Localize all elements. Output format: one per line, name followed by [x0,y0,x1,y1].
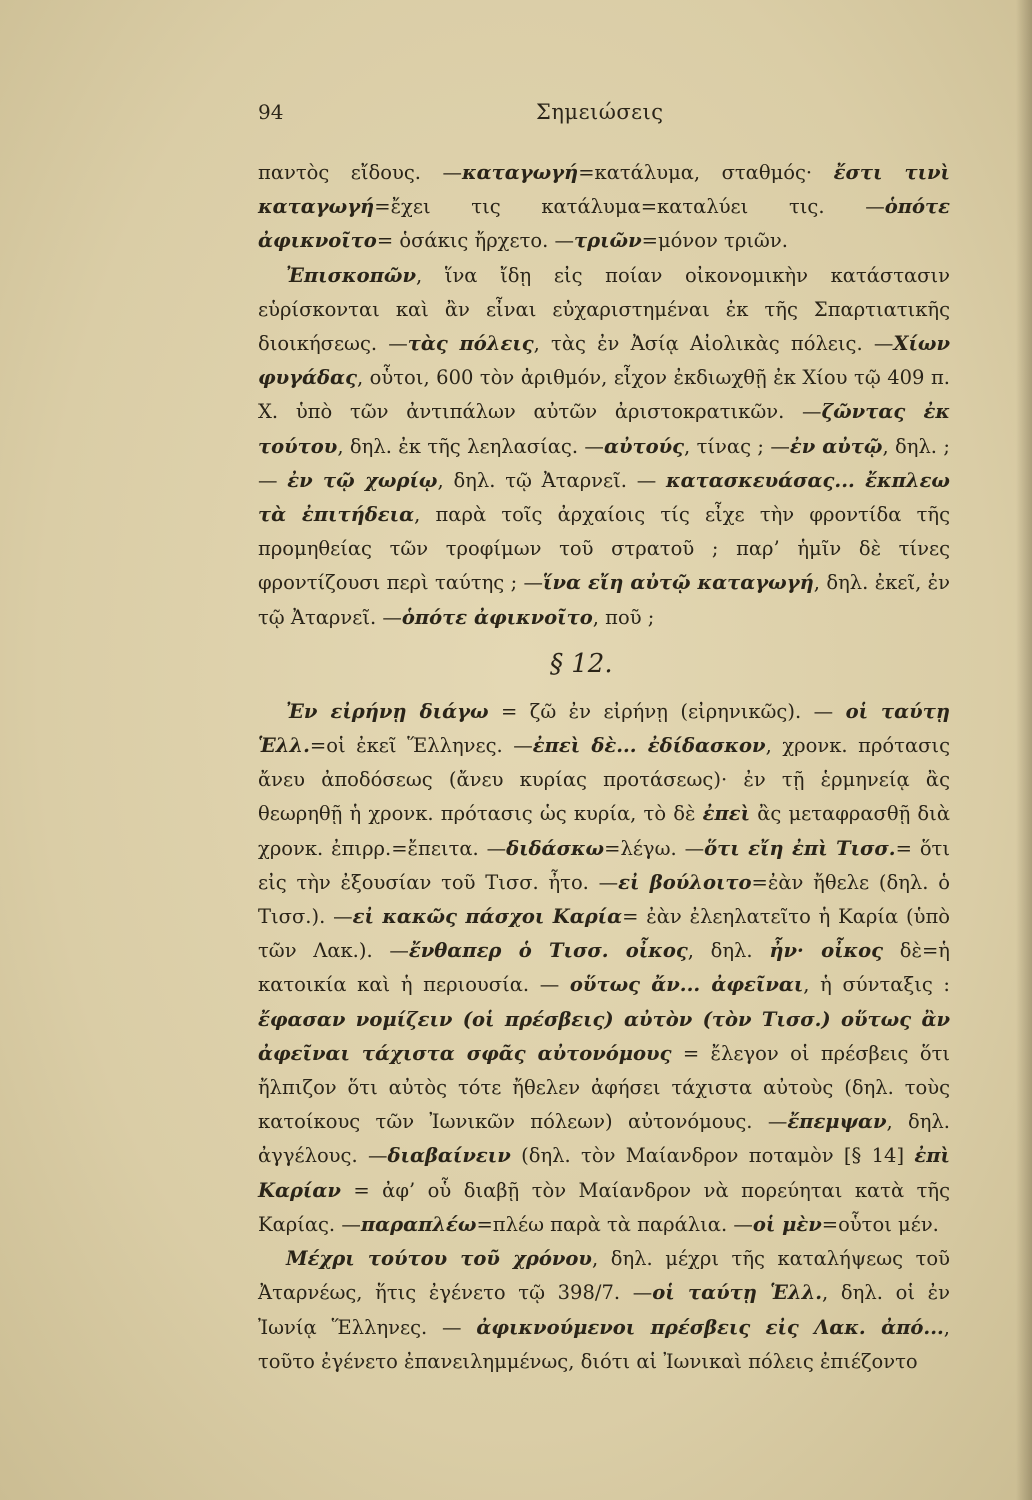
gloss-text: , παρὰ τοῖς ἀρχαίοις τίς εἶχε τὴν φροντίδα τῆς προμηθείας τῶν τροφίμων τοῦ στρατοῦ ; παρ’ ἡμῖν δὲ τίνες φροντίζουσι περὶ ταύτης ; — [258,503,950,595]
lemma: Μέχρι τούτου τοῦ χρόνου [286,1247,592,1271]
lemma: ἦν· οἶκος [769,939,884,963]
gloss-text: =λέγω. — [604,836,705,860]
gloss-text: =ἔχει τις κατάλυμα=καταλύει τις. — [374,195,885,219]
gloss-text: , οὗτοι, 600 τὸν ἀριθμόν, εἶχον ἐκδιωχθῇ ἐκ Χίου τῷ 409 π. Χ. ὑπὸ τῶν ἀντιπάλων αὐτῶν ἀριστοκρατικῶν. — [258,366,950,424]
paragraph-2 [258,259,950,635]
lemma: οἱ μὲν [752,1212,822,1236]
gloss-text: =πλέω παρὰ τὰ παράλια. — [476,1212,753,1236]
page-edge-shadow [1016,0,1032,1500]
gloss-text: παντὸς εἴδους. — [258,161,462,184]
paragraph-1 [258,156,950,259]
section-heading: § 12. [550,648,613,679]
gloss-text: = ἀφ’ οὗ διαβῇ τὸν Μαίανδρον νὰ πορεύηται κατὰ τῆς Καρίας. — [258,1178,950,1236]
lemma: ὅτι εἴη ἐπὶ Τισσ. [704,836,896,860]
running-title: Σημειώσεις [536,100,664,124]
lemma: διδάσκω [506,836,605,860]
gloss-text: δὲ=ἡ κατοικία καὶ ἡ περιουσία. — [258,939,950,997]
gloss-text: , τοῦτο ἐγένετο ἐπανειλημμένως, διότι αἱ Ἰωνικαὶ πόλεις ἐπιέζοντο [258,1315,950,1373]
lemma: Ἐπισκοπῶν [286,263,416,287]
lemma: οἱ ταύτῃ Ἑλλ. [258,699,950,758]
gloss-text: , δηλ. ἐκεῖ, ἐν τῷ Ἀταρνεῖ. — [258,571,950,629]
commentary-text [258,156,950,1379]
gloss-text: = ἐὰν ἐλεηλατεῖτο ἡ Καρία (ὑπὸ τῶν Λακ.). — [258,905,950,963]
lemma: ἔστι τινὶ καταγωγή [258,161,950,219]
gloss-text: , ποῦ ; [592,605,655,629]
gloss-text: , δηλ. ἀγγέλους. — [258,1110,950,1168]
gloss-text: , τὰς ἐν Ἀσίᾳ Αἰολικὰς πόλεις. — [533,332,894,356]
gloss-text: =ἐὰν ἤθελε (δηλ. ὁ Τισσ.). — [258,870,950,929]
lemma: τὰς πόλεις [407,332,534,356]
lemma: ἐπεὶ δὲ... ἐδίδασκον [532,734,766,758]
gloss-text: = ἔλεγον οἱ πρέσβεις ὅτι ἤλπιζον ὅτι αὐτὸς τότε ἤθελεν ἀφήσει τάχιστα αὐτοὺς (δηλ. τοὺς κατοίκους τῶν Ἰωνικῶν πόλεων) αὐτονόμους. — [258,1041,951,1134]
gloss-text: (δηλ. τὸν Μαίανδρον ποταμὸν [§ 14] [510,1144,915,1168]
lemma: ἀφικνούμενοι πρέσβεις εἰς Λακ. ἀπό... [476,1315,944,1339]
gloss-text: =κατάλυμα, σταθμός· [578,161,834,184]
lemma: ὁπότε ἀφικνοῖτο [401,605,593,629]
gloss-text: =οὗτοι μέν. [821,1212,939,1236]
gloss-text: =μόνον τριῶν. [641,229,788,253]
lemma: ἐν αὐτῷ [789,434,883,458]
lemma: ζῶντας ἐκ τούτου [258,400,951,458]
section-heading-block [258,643,950,691]
gloss-text: , τίνας ; — [684,434,790,458]
gloss-text: ἂς μεταφρασθῇ διὰ χρονκ. ἐπιρρ.=ἔπειτα. — [258,802,950,860]
gloss-text: = ὅτι εἰς τὴν ἐξουσίαν τοῦ Τισσ. ἦτο. — [258,836,950,894]
lemma: ἔφασαν νομίζειν (οἱ πρέσβεις) αὐτὸν (τὸν Τισσ.) οὕτως ἂν ἀφεῖναι τάχιστα σφᾶς αὐτονόμους [258,1007,950,1065]
corner-crease [0,0,31,41]
lemma: κατασκευάσας... ἔκπλεω τὰ ἐπιτήδεια [258,468,950,527]
lemma: ἐπὶ Καρίαν [258,1144,950,1202]
lemma: οὕτως ἄν... ἀφεῖναι [569,973,804,997]
lemma: καταγωγή [461,161,579,184]
lemma: αὐτούς [603,434,685,458]
lemma: εἰ βούλοιτο [618,870,752,894]
lemma: ἔνθαπερ ὁ Τισσ. οἶκος [408,939,688,963]
lemma: ἵνα εἴη αὐτῷ καταγωγή [543,571,814,595]
lemma: Ἐν εἰρήνῃ διάγω [286,699,489,723]
gloss-text: =οἱ ἐκεῖ Ἕλληνες. — [309,734,533,758]
lemma: παραπλέω [360,1212,477,1236]
lemma: ἐν τῷ χωρίῳ [287,468,438,492]
gloss-text: , δηλ. μέχρι τῆς καταλήψεως τοῦ Ἀταρνέως, ἥτις ἐγένετο τῷ 398/7. — [258,1247,951,1305]
lemma: ὁπότε ἀφικνοῖτο [258,195,950,253]
page-header [258,100,948,130]
gloss-text: = ὁσάκις ἤρχετο. — [376,229,575,253]
gloss-text: = ζῶ ἐν εἰρήνῃ (εἰρηνικῶς). — [488,699,846,723]
lemma: διαβαίνειν [387,1144,511,1168]
gloss-text: , χρονκ. πρότασις ἄνευ ἀποδόσεως (ἄνευ κυρίας προτάσεως)· ἐν τῇ ἑρμηνείᾳ ἂς θεωρηθῇ ἡ χρονκ. πρότασις ὡς κυρία, τὸ δὲ [258,734,950,826]
lemma: ἐπεὶ [702,802,751,826]
page-number: 94 [258,100,284,124]
gloss-text: , δηλ. ἐκ τῆς λεηλασίας. — [337,434,604,458]
lemma: Χίων φυγάδας [258,332,951,390]
paragraph-4 [258,1242,950,1379]
lemma: τριῶν [574,229,642,253]
lemma: οἱ ταύτῃ Ἑλλ. [652,1281,823,1305]
paragraph-3 [258,695,950,1242]
gloss-text: , ἡ σύνταξις : [803,973,950,997]
gloss-text: , ἵνα ἴδῃ εἰς ποίαν οἰκονομικὴν κατάστασιν εὑρίσκονται καὶ ἂν εἶναι εὐχαριστημέναι ἐκ τῆς Σπαρτιατικῆς διοικήσεως. — [258,263,950,356]
lemma: ἔπεμψαν [787,1110,887,1134]
lemma: εἰ κακῶς πάσχοι Καρία [352,905,623,929]
gloss-text: , δηλ. τῷ Ἀταρνεῖ. — [437,468,667,492]
gloss-text: , δηλ. ; — [258,434,950,492]
gloss-text: , δηλ. οἱ ἐν Ἰωνίᾳ Ἕλληνες. — [258,1281,950,1339]
gloss-text: , δηλ. [687,939,770,963]
